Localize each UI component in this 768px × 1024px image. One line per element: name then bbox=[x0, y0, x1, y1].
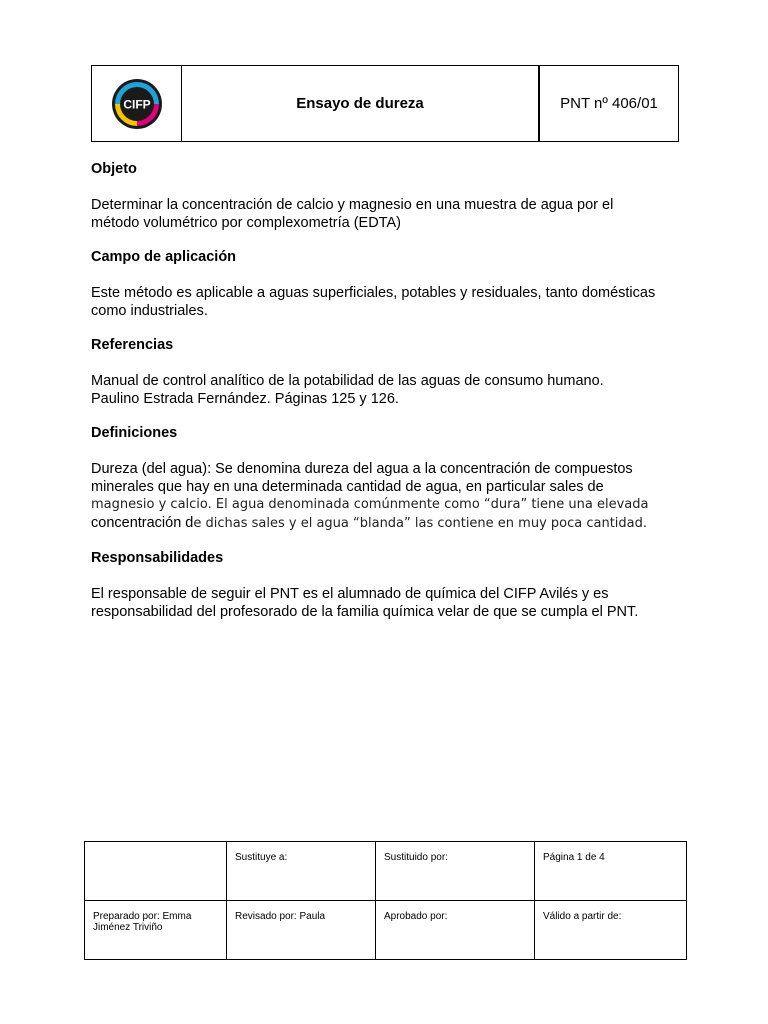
heading-responsabilidades: Responsabilidades bbox=[91, 550, 224, 566]
footer-sustituye: Sustituye a: bbox=[227, 842, 376, 901]
heading-campo: Campo de aplicación bbox=[91, 249, 237, 265]
heading-definiciones: Definiciones bbox=[91, 425, 178, 441]
definiciones-line-4a: concentración d bbox=[91, 515, 194, 531]
responsabilidades-line-2: responsabilidad del profesorado de la familia química velar de que se cumpla el PNT. bbox=[91, 604, 639, 620]
logo-cell bbox=[92, 66, 182, 142]
heading-objeto: Objeto bbox=[91, 161, 137, 177]
document-title: Ensayo de dureza bbox=[182, 66, 540, 142]
definiciones-line-3a: magnesio y calcio bbox=[91, 497, 208, 512]
footer-sustituido: Sustituido por: bbox=[376, 842, 535, 901]
footer-preparado: Preparado por: Emma Jiménez Triviño bbox=[85, 901, 227, 960]
definiciones-line-3b: . El agua denominada comúnmente como “dura” tiene una elevada bbox=[207, 497, 649, 512]
footer-empty-cell bbox=[85, 842, 227, 901]
footer-pagina: Página 1 de 4 bbox=[535, 842, 687, 901]
footer-valido: Válido a partir de: bbox=[535, 901, 687, 960]
campo-line-1: Este método es aplicable a aguas superficiales, potables y residuales, tanto domésticas bbox=[91, 285, 656, 301]
definiciones-line-1: Dureza (del agua): Se denomina dureza del agua a la concentración de compuestos bbox=[91, 461, 633, 477]
campo-line-2: como industriales. bbox=[91, 303, 208, 319]
heading-referencias: Referencias bbox=[91, 337, 174, 353]
referencias-line-2: Paulino Estrada Fernández. Páginas 125 y 126. bbox=[91, 391, 399, 407]
document-footer bbox=[84, 841, 687, 960]
document-body bbox=[91, 160, 691, 621]
definiciones-line-2: minerales que hay en una determinada cantidad de agua, en particular sales de bbox=[91, 479, 604, 495]
document-header bbox=[91, 65, 679, 142]
referencias-line-1: Manual de control analítico de la potabilidad de las aguas de consumo humano. bbox=[91, 373, 604, 389]
objeto-line-2: método volumétrico por complexometría (EDTA) bbox=[91, 215, 401, 231]
responsabilidades-line-1: El responsable de seguir el PNT es el alumnado de química del CIFP Avilés y es bbox=[91, 586, 609, 602]
logo-text: CIFP bbox=[122, 97, 151, 111]
definiciones-line-4b: e dichas sales y el agua “blanda” las contiene en muy poca cantidad. bbox=[193, 516, 648, 531]
footer-revisado: Revisado por: Paula bbox=[227, 901, 376, 960]
definiciones-line-4 bbox=[91, 514, 691, 533]
objeto-line-1: Determinar la concentración de calcio y magnesio en una muestra de agua por el bbox=[91, 197, 614, 213]
cifp-logo bbox=[111, 78, 163, 130]
document-code: PNT nº 406/01 bbox=[539, 66, 679, 142]
definiciones-line-3 bbox=[91, 496, 691, 514]
footer-aprobado: Aprobado por: bbox=[376, 901, 535, 960]
